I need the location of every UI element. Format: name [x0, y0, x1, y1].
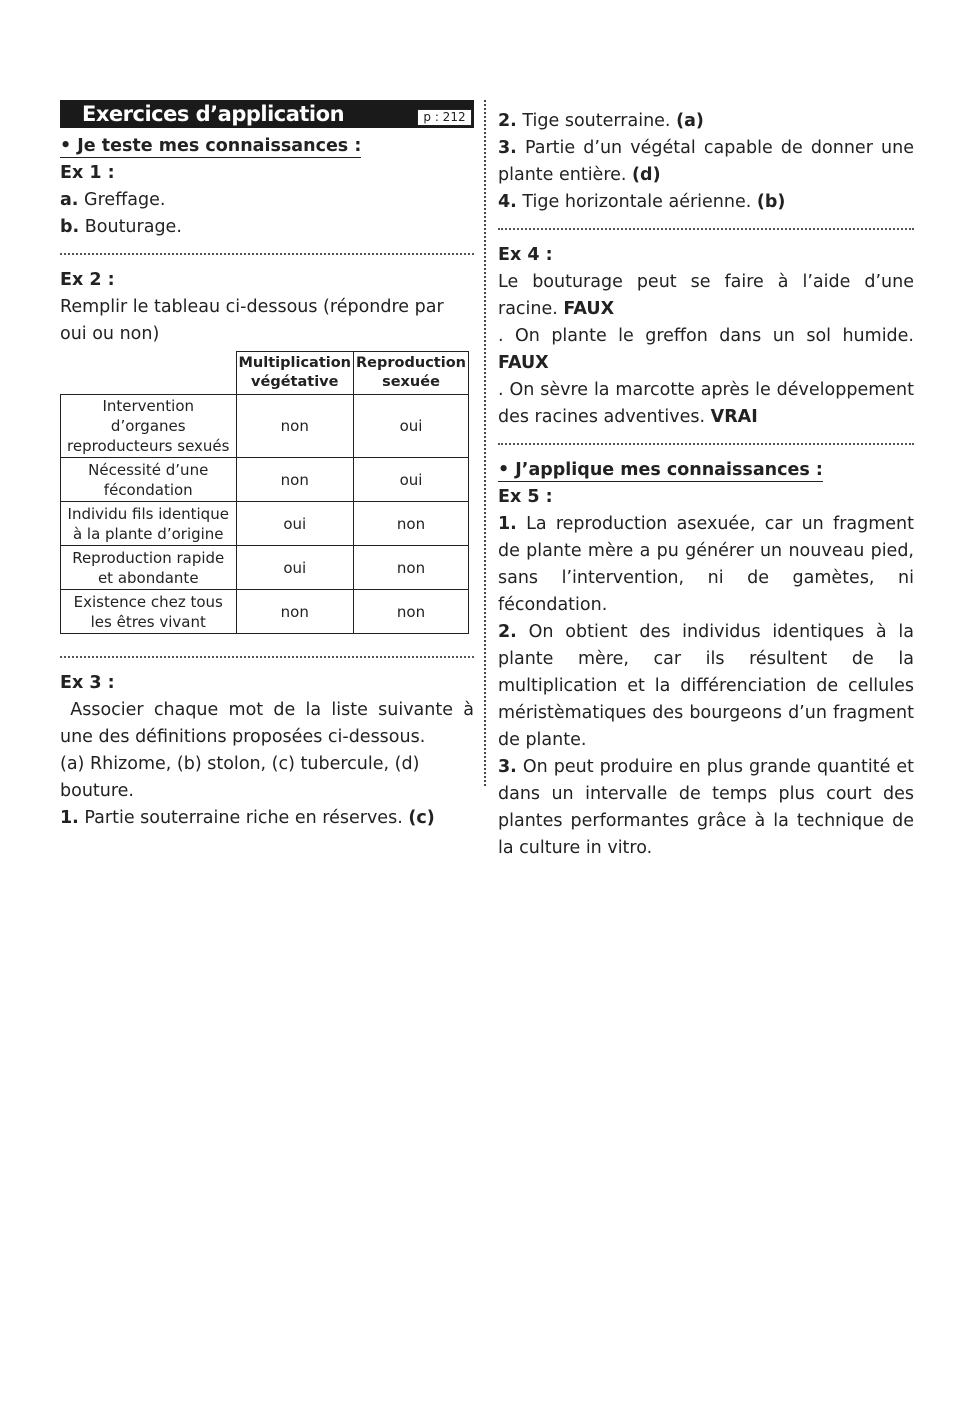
right-column: [498, 108, 914, 862]
bullet: •: [60, 136, 72, 156]
statement-text: . On sèvre la marcotte après le développement des racines adventives.: [498, 380, 914, 427]
item-text: Bouturage.: [84, 217, 182, 237]
statement-verdict: FAUX: [498, 353, 549, 373]
item-number: 2.: [498, 111, 517, 131]
ex3-instruction: Associer chaque mot de la liste suivante à une des définitions proposées ci-dessous.: [60, 700, 480, 747]
section-title-text: Je teste mes connaissances :: [77, 136, 362, 156]
table-row: [61, 502, 469, 546]
left-column: [60, 100, 480, 832]
table-criterion: Intervention d’organes reproducteurs sexués: [61, 395, 237, 458]
table-cell: oui: [236, 546, 354, 590]
item-label: b.: [60, 217, 80, 237]
comparison-table: [60, 351, 469, 634]
bullet: •: [498, 460, 510, 480]
table-cell: non: [236, 458, 354, 502]
dotted-divider: [60, 253, 474, 255]
dotted-divider: [498, 443, 914, 445]
table-criterion: Existence chez tous les êtres vivant: [61, 590, 237, 634]
section-title-j-applique: [498, 457, 914, 484]
ex3-item-1: [60, 805, 474, 832]
table-header: Reproduction sexuée: [354, 352, 469, 395]
ex3-word-list: (a) Rhizome, (b) stolon, (c) tubercule, (d) bouture.: [60, 754, 420, 801]
section-title-text: J’applique mes connaissances :: [515, 460, 823, 480]
table-cell: non: [236, 395, 354, 458]
table-cell: non: [354, 546, 469, 590]
item-answer: (c): [408, 808, 435, 828]
ex3-item-2: [498, 108, 914, 135]
item-number: 3.: [498, 138, 517, 158]
item-text: Tige souterraine.: [522, 111, 671, 131]
header-bar: [60, 100, 474, 128]
ex1-item-b: [60, 214, 474, 241]
section-title-je-teste: [60, 133, 474, 160]
table-row: [61, 590, 469, 634]
dotted-divider: [60, 656, 474, 658]
table-row: [61, 546, 469, 590]
column-separator: [484, 100, 486, 786]
ex4-item-1: [498, 269, 914, 323]
ex2-instruction: Remplir le tableau ci-dessous (répondre par oui ou non): [60, 297, 444, 344]
ex5-title: Ex 5 :: [498, 487, 553, 507]
statement-text: . On plante le greffon dans un sol humide.: [498, 326, 914, 346]
table-row: [61, 458, 469, 502]
ex4-item-3: [498, 377, 914, 431]
page-title: Exercices d’application: [82, 102, 345, 126]
table-criterion: Nécessité d’une fécondation: [61, 458, 237, 502]
statement-verdict: FAUX: [563, 299, 615, 319]
dotted-divider: [498, 228, 914, 230]
ex4-item-2: [498, 323, 914, 377]
statement-verdict: VRAI: [710, 407, 758, 427]
ex3-item-4: [498, 189, 914, 216]
table-cell: oui: [236, 502, 354, 546]
ex3-item-3: [498, 135, 914, 189]
ex1-title: Ex 1 :: [60, 163, 115, 183]
ex5-item-1: [498, 511, 914, 619]
item-answer: (b): [756, 192, 786, 212]
statement-text: Le bouturage peut se faire à l’aide d’une racine.: [498, 272, 914, 319]
table-cell: non: [354, 502, 469, 546]
ex4-title: Ex 4 :: [498, 245, 553, 265]
item-text: Tige horizontale aérienne.: [522, 192, 752, 212]
item-text: Partie souterraine riche en réserves.: [84, 808, 403, 828]
table-cell: non: [354, 590, 469, 634]
item-text: Greffage.: [84, 190, 166, 210]
item-answer: (a): [676, 111, 704, 131]
table-cell: non: [236, 590, 354, 634]
item-text: On obtient des individus identiques à la plante mère, car ils résultent de la multiplication et la différenciation de cellules méristèmatiques des bourgeons d’un fragment de plante.: [498, 622, 914, 750]
table-cell: oui: [354, 458, 469, 502]
ex2-title: Ex 2 :: [60, 270, 115, 290]
item-number: 2.: [498, 622, 517, 642]
ex1-item-a: [60, 187, 474, 214]
item-text: Partie d’un végétal capable de donner une plante entière.: [498, 138, 914, 185]
page-reference: p : 212: [417, 109, 472, 126]
table-corner: [61, 352, 237, 395]
table-row: [61, 395, 469, 458]
table-header-row: [61, 352, 469, 395]
item-number: 3.: [498, 757, 517, 777]
table-cell: oui: [354, 395, 469, 458]
table-criterion: Individu fils identique à la plante d’origine: [61, 502, 237, 546]
ex5-item-3: [498, 754, 914, 862]
item-answer: (d): [632, 165, 661, 185]
ex3-title: Ex 3 :: [60, 673, 115, 693]
item-number: 4.: [498, 192, 517, 212]
table-header: Multiplication végétative: [236, 352, 354, 395]
item-text: On peut produire en plus grande quantité et dans un intervalle de temps plus court des plantes performantes grâce à la technique de la culture in vitro.: [498, 757, 914, 858]
item-number: 1.: [60, 808, 79, 828]
table-criterion: Reproduction rapide et abondante: [61, 546, 237, 590]
item-number: 1.: [498, 514, 517, 534]
ex5-item-2: [498, 619, 914, 754]
item-text: La reproduction asexuée, car un fragment de plante mère a pu générer un nouveau pied, sans l’intervention, ni de gamètes, ni fécondation.: [498, 514, 914, 615]
item-label: a.: [60, 190, 79, 210]
